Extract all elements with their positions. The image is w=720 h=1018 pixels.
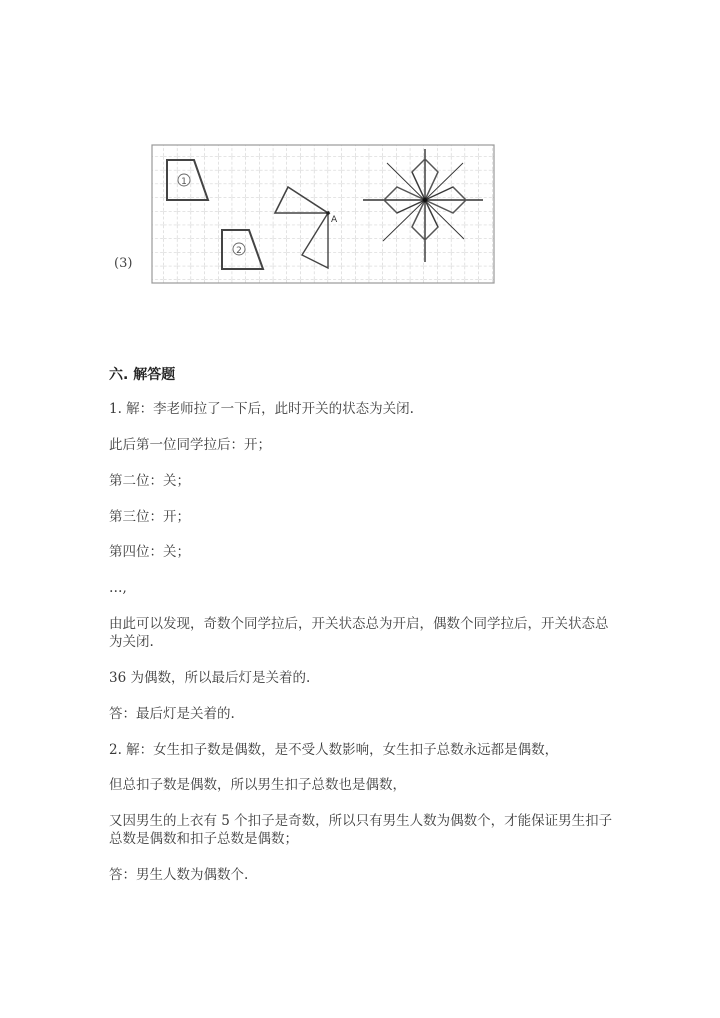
answer-2-line-2: 但总扣子数是偶数，所以男生扣子总数也是偶数， (109, 777, 406, 793)
section-title: 六. 解答题 (109, 367, 176, 383)
grid-figure (150, 143, 496, 285)
answer-1-line-2: 此后第一位同学拉后：开； (109, 437, 271, 453)
answer-2-conclusion: 答：男生人数为偶数个. (109, 867, 249, 883)
figure-label: (3) (114, 256, 133, 271)
grid-background (152, 145, 494, 283)
svg-text:2: 2 (236, 246, 242, 256)
answer-1-line-5: 第四位：关； (109, 544, 190, 560)
answer-2-line-1: 2. 解：女生扣子数是偶数，是不受人数影响，女生扣子总数永远都是偶数， (109, 742, 559, 758)
svg-text:1: 1 (181, 177, 187, 187)
answer-1-line-1: 1. 解：李老师拉了一下后，此时开关的状态为关闭. (109, 401, 414, 417)
answer-1-line-3: 第二位：关； (109, 473, 190, 489)
answer-1-line-8: 36 为偶数，所以最后灯是关着的. (109, 670, 311, 686)
answer-1-line-7: 由此可以发现，奇数个同学拉后，开关状态总为开启，偶数个同学拉后，开关状态总为关闭. (109, 616, 609, 650)
answer-1-line-6: …, (109, 580, 127, 596)
point-a-label: A (331, 215, 338, 225)
answer-2-line-3: 又因男生的上衣有 5 个扣子是奇数，所以只有男生人数为偶数个，才能保证男生扣子总数是偶数和扣子总数是偶数； (109, 813, 613, 847)
answer-1-conclusion: 答：最后灯是关着的. (109, 706, 235, 722)
answer-1-line-4: 第三位：开； (109, 509, 190, 525)
